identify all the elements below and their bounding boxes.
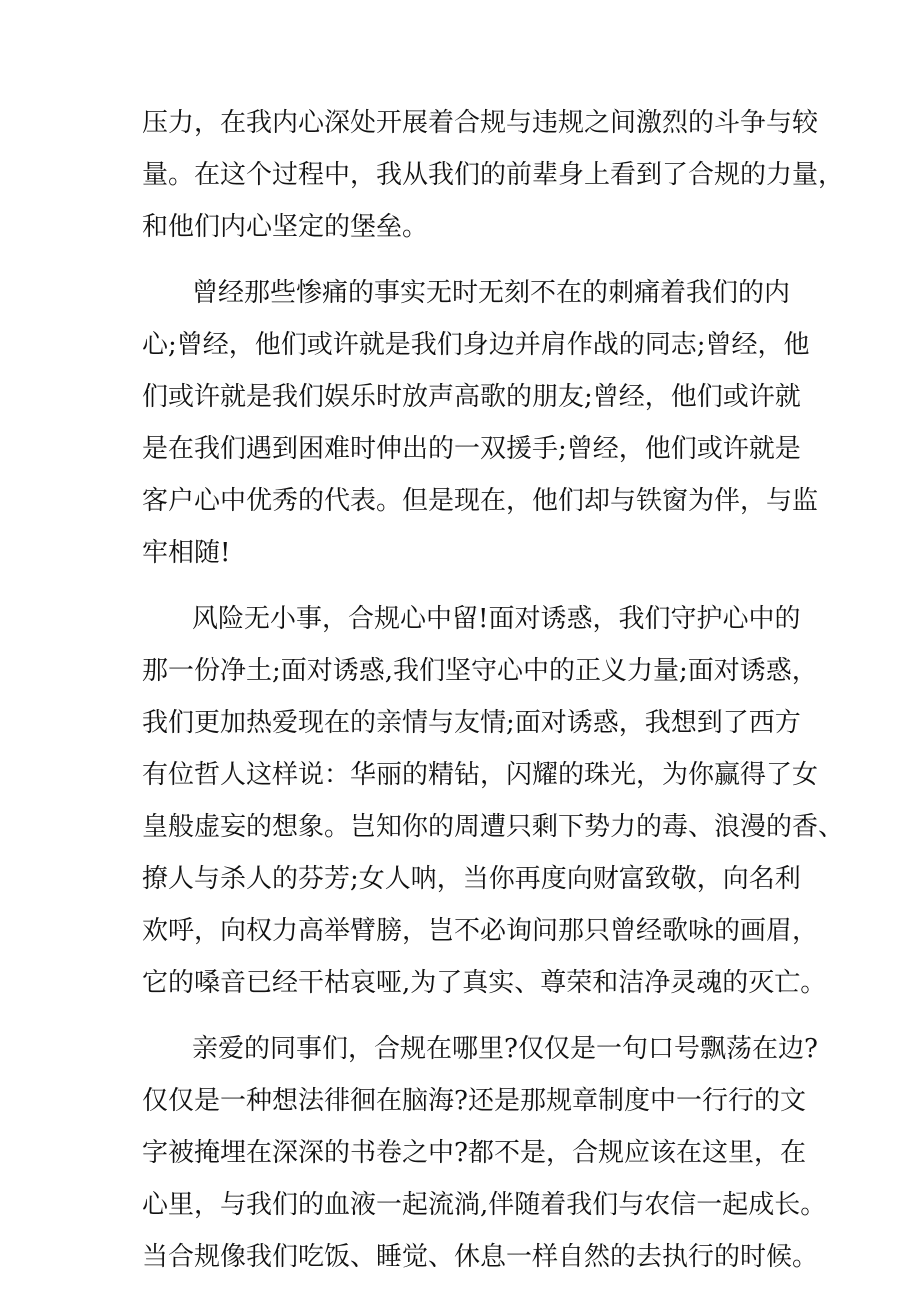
paragraph-2-line-3: 们或许就是我们娱乐时放声高歌的朋友;曾经，他们或许就 [142, 382, 801, 412]
paragraph-3-line-4: 有位哲人这样说：华丽的精钻，闪耀的珠光，为你赢得了女 [142, 760, 819, 790]
paragraph-4-line-2: 仅仅是一种想法徘徊在脑海?还是那规章制度中一行行的文 [142, 1086, 806, 1116]
paragraph-2-line-6: 牢相随! [142, 538, 231, 568]
paragraph-3-line-2: 那一份净土;面对诱惑,我们坚守心中的正义力量;面对诱惑， [142, 656, 818, 686]
paragraph-4-line-5: 当合规像我们吃饭、睡觉、休息一样自然的去执行的时候。 [142, 1242, 819, 1272]
paragraph-1-line-1: 压力，在我内心深处开展着合规与违规之间激烈的斗争与较 [142, 108, 819, 138]
paragraph-2-line-2: 心;曾经，他们或许就是我们身边并肩作战的同志;曾经，他 [142, 330, 810, 360]
paragraph-4-line-1: 亲爱的同事们，合规在哪里?仅仅是一句口号飘荡在边? [192, 1034, 818, 1064]
paragraph-3-line-8: 它的嗓音已经干枯哀哑,为了真实、尊荣和洁净灵魂的灭亡。 [142, 968, 827, 998]
paragraph-3-line-6: 撩人与杀人的芬芳;女人呐，当你再度向财富致敬，向名利 [142, 864, 801, 894]
paragraph-3-line-1: 风险无小事，合规心中留!面对诱惑，我们守护心中的 [192, 604, 801, 634]
paragraph-2-line-4: 是在我们遇到困难时伸出的一双援手;曾经，他们或许就是 [142, 434, 801, 464]
paragraph-2-line-1: 曾经那些惨痛的事实无时无刻不在的刺痛着我们的内 [192, 278, 791, 308]
paragraph-2-line-5: 客户心中优秀的代表。但是现在，他们却与铁窗为伴，与监 [142, 486, 819, 516]
paragraph-3-line-3: 我们更加热爱现在的亲情与友情;面对诱惑，我想到了西方 [142, 708, 801, 738]
paragraph-1-line-2: 量。在这个过程中，我从我们的前辈身上看到了合规的力量， [142, 160, 845, 190]
paragraph-4-line-4: 心里，与我们的血液一起流淌,伴随着我们与农信一起成长。 [142, 1190, 827, 1220]
paragraph-3-line-7: 欢呼，向权力高举臂膀，岂不必询问那只曾经歌咏的画眉， [142, 916, 819, 946]
paragraph-3-line-5: 皇般虚妄的想象。岂知你的周遭只剩下势力的毒、浪漫的香、 [142, 812, 845, 842]
paragraph-4-line-3: 字被掩埋在深深的书卷之中?都不是，合规应该在这里，在 [142, 1138, 806, 1168]
paragraph-1-line-3: 和他们内心坚定的堡垒。 [142, 212, 429, 242]
